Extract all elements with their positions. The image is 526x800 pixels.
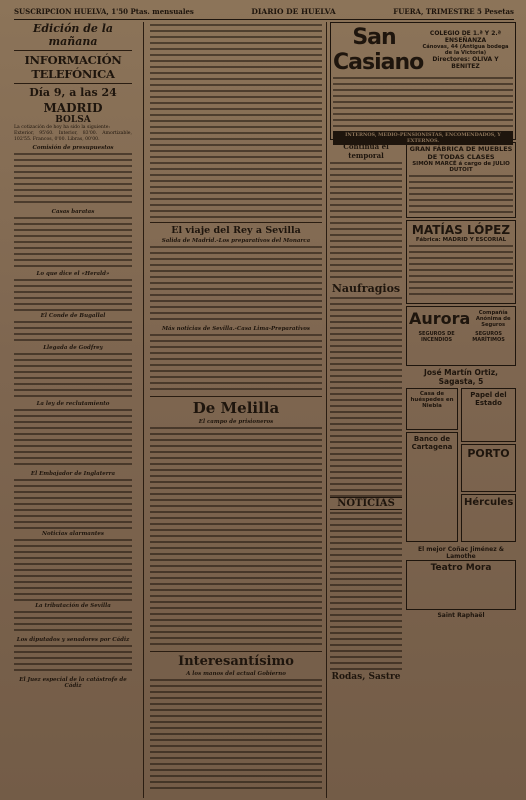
ad-line: SEGUROS DE INCENDIOS bbox=[418, 331, 455, 343]
news-title: Interesantísimo bbox=[178, 654, 294, 669]
news-body bbox=[150, 334, 322, 394]
ad-directors: Directores: OLIVA Y BENITEZ bbox=[432, 56, 499, 70]
middle-column bbox=[150, 22, 322, 789]
bolsa-lead: La cotización de hoy ha sido la siguiente: bbox=[14, 125, 110, 130]
ad-aurora bbox=[406, 306, 516, 366]
ad-subtitle: SIMÓN MARCÉ á cargo de JULIO DUTOIT bbox=[412, 161, 510, 173]
ad-title: Casa de huéspedes en Niebla bbox=[410, 391, 454, 409]
news-head: Más noticias de Sevilla.-Casa Lima-Preparativos bbox=[161, 326, 311, 332]
news-head: El Conde de Bugallal bbox=[40, 313, 106, 319]
ad-teatro-mora bbox=[406, 560, 516, 610]
ad-casa-huespedes bbox=[406, 388, 458, 430]
news-head: Los diputados y senadores por Cádiz bbox=[16, 637, 130, 643]
bolsa-heading: BOLSA bbox=[55, 115, 91, 125]
ad-hercules bbox=[461, 494, 516, 542]
ad-saint-raphael: Saint Raphaël bbox=[437, 612, 485, 619]
news-head: Llegada de Godfrey bbox=[43, 345, 103, 351]
ad-title: Papel del Estado bbox=[470, 391, 507, 407]
news-body bbox=[14, 539, 132, 601]
ad-papel-estado bbox=[461, 388, 516, 442]
news-head: Lo que dice el «Herald» bbox=[36, 271, 110, 277]
column-rule bbox=[326, 22, 327, 798]
ad-san-casiano bbox=[330, 22, 516, 144]
news-body bbox=[14, 409, 132, 469]
masthead bbox=[14, 4, 514, 20]
ad-body bbox=[333, 77, 513, 131]
news-body bbox=[14, 611, 132, 635]
news-body bbox=[14, 217, 132, 269]
ad-title: GRAN FÁBRICA DE MUEBLES DE TODAS CLASES bbox=[409, 145, 513, 161]
news-head: La tributación de Sevilla bbox=[35, 603, 111, 609]
news-head: Noticias alarmantes bbox=[42, 531, 104, 537]
news-head: Salida de Madrid.-Los preparativos del Monarca bbox=[161, 238, 311, 244]
ad-cognac: El mejor Coñac Jiménez & Lamothe bbox=[417, 546, 505, 560]
news-head: El Juez especial de la catástrofe de Cádiz bbox=[19, 677, 127, 689]
ad-jose-martin: José Martín Ortiz, Sagasta, 5 bbox=[424, 368, 498, 386]
ad-school: COLEGIO DE 1.ª Y 2.ª ENSEÑANZA bbox=[429, 30, 502, 44]
bolsa-quote: Exterior, 95'60. Interior, 83'00. Amortizable, 102'55. Francos, 0'00. Libras, 00'00. bbox=[14, 131, 132, 142]
news-head: El campo de prisioneros bbox=[198, 419, 274, 425]
news-title: Rodas, Sastre bbox=[331, 672, 401, 682]
masthead-right: FUERA, TRIMESTRE 5 Pesetas bbox=[393, 7, 514, 16]
ad-banco-cartagena bbox=[406, 432, 458, 542]
dateline: Día 9, a las 24 bbox=[29, 86, 117, 99]
ad-address: Cánovas, 44 (Antigua bodega de la Victoria) bbox=[422, 44, 509, 56]
section-title: INFORMACIÓN TELEFÓNICA bbox=[24, 53, 122, 81]
news-title: El viaje del Rey a Sevilla bbox=[171, 225, 301, 236]
news-body bbox=[330, 297, 402, 497]
news-body bbox=[150, 679, 322, 789]
news-title: Naufragios bbox=[331, 282, 401, 295]
column-rule bbox=[143, 22, 144, 798]
city-madrid: MADRID bbox=[43, 101, 103, 115]
ad-title: Teatro Mora bbox=[430, 563, 492, 573]
news-head: A los manos del actual Gobierno bbox=[186, 671, 286, 677]
ad-title: Banco de Cartagena bbox=[411, 435, 453, 451]
news-head: Comisión de presupuestos bbox=[32, 145, 114, 151]
news-title: Continúa el temporal bbox=[343, 142, 389, 160]
ad-matias-lopez bbox=[406, 220, 516, 304]
ad-title: San Casiano bbox=[333, 25, 424, 75]
news-head: La ley de reclutamiento bbox=[36, 401, 110, 407]
ad-muebles bbox=[406, 142, 516, 218]
news-body bbox=[14, 153, 132, 207]
news-body bbox=[14, 645, 132, 675]
ad-subtitle: Fábrica: MADRID Y ESCORIAL bbox=[415, 237, 507, 243]
ad-title: Hércules bbox=[464, 497, 514, 508]
ad-subtitle: Compañía Anónima de Seguros bbox=[475, 309, 511, 328]
news-body bbox=[14, 353, 132, 399]
news-body bbox=[14, 479, 132, 529]
masthead-left: SUSCRIPCION HUELVA, 1'50 Ptas. mensuales bbox=[14, 7, 194, 16]
edition-title: Edición de la mañana bbox=[32, 22, 114, 48]
ad-title: Aurora bbox=[409, 309, 471, 328]
news-title: De Melilla bbox=[192, 399, 280, 417]
news-head: El Embajador de Inglaterra bbox=[30, 471, 116, 477]
right-ads-column bbox=[406, 142, 516, 682]
news-body bbox=[150, 24, 322, 220]
news-body bbox=[14, 279, 132, 311]
left-column bbox=[14, 22, 132, 690]
news-body bbox=[330, 162, 402, 282]
ad-title: MATÍAS LÓPEZ bbox=[411, 223, 511, 237]
right-column bbox=[330, 22, 516, 682]
news-title: NOTICIAS bbox=[330, 497, 402, 510]
news-body bbox=[14, 321, 132, 343]
masthead-center: DIARIO DE HUELVA bbox=[251, 7, 336, 16]
ad-line: SEGUROS MARÍTIMOS bbox=[472, 331, 505, 343]
ad-porto bbox=[461, 444, 516, 492]
ad-title: PORTO bbox=[467, 447, 510, 460]
news-head: Casas baratas bbox=[51, 209, 95, 215]
news-body bbox=[150, 246, 322, 324]
right-news-column bbox=[330, 142, 402, 682]
news-body bbox=[330, 512, 402, 672]
news-body bbox=[150, 427, 322, 649]
ad-body bbox=[409, 175, 513, 215]
ad-bar: INTERNOS, MEDIO-PENSIONISTAS, ENCOMENDADOS, Y EXTERNOS. bbox=[333, 131, 513, 145]
ad-body bbox=[409, 245, 513, 295]
